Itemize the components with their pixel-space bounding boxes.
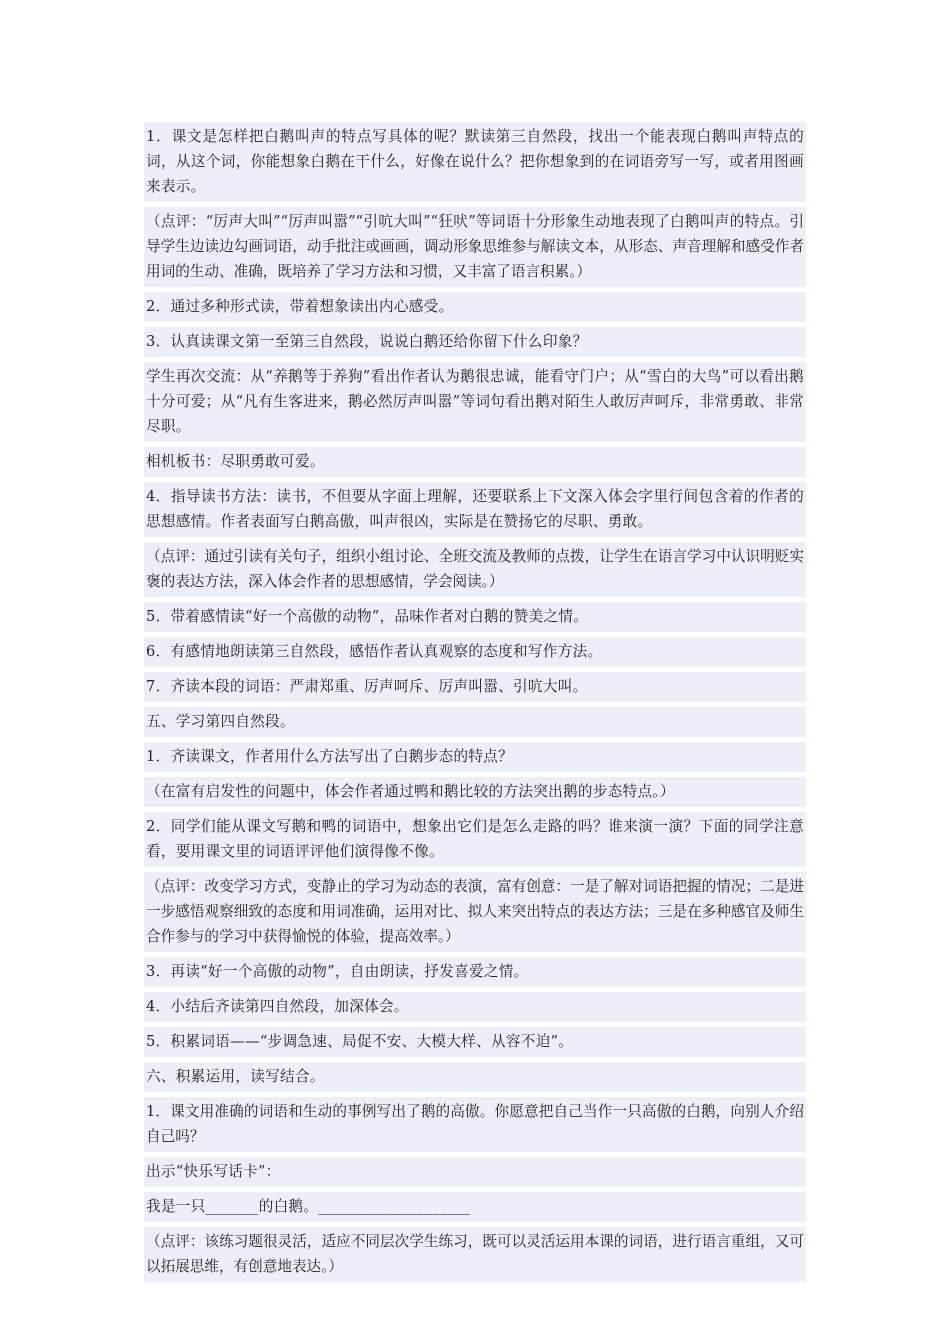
- comment-paragraph: （点评：“厉声大叫”“厉声叫嚣”“引吭大叫”“狂吠”等词语十分形象生动地表现了白鹅叫声的特点。引导学生边读边勾画词语，动手批注或画画，调动形象思维参与解读文本，从形态、声音理解和感受作者用词的生动、准确，既培养了学习方法和习惯，又丰富了语言积累。）: [144, 207, 806, 287]
- text-paragraph: 5．积累词语——“步调急速、局促不安、大模大样、从容不迫”。: [144, 1027, 806, 1057]
- text-paragraph: 3．再读“好一个高傲的动物”，自由朗读，抒发喜爱之情。: [144, 957, 806, 987]
- text-paragraph: 6．有感情地朗读第三自然段，感悟作者认真观察的态度和写作方法。: [144, 637, 806, 667]
- text-paragraph: （在富有启发性的问题中，体会作者通过鸭和鹅比较的方法突出鹅的步态特点。）: [144, 777, 806, 807]
- text-paragraph: 4．小结后齐读第四自然段，加深体会。: [144, 992, 806, 1022]
- comment-paragraph: （点评：改变学习方式，变静止的学习为动态的表演，富有创意：一是了解对词语把握的情况；二是进一步感悟观察细致的态度和用词准确，运用对比、拟人来突出特点的表达方法；三是在多种感官及师生合作参与的学习中获得愉悦的体验，提高效率。）: [144, 872, 806, 952]
- document-body: [144, 122, 806, 1282]
- text-paragraph: 5．带着感情读“好一个高傲的动物”，品味作者对白鹅的赞美之情。: [144, 602, 806, 632]
- comment-paragraph: （点评：通过引读有关句子，组织小组讨论、全班交流及教师的点拨，让学生在语言学习中认识明贬实褒的表达方法，深入体会作者的思想感情，学会阅读。）: [144, 542, 806, 597]
- text-paragraph: 学生再次交流：从“养鹅等于养狗”看出作者认为鹅很忠诚，能看守门户；从“雪白的大鸟”可以看出鹅十分可爱；从“凡有生客进来，鹅必然厉声叫嚣”等词句看出鹅对陌生人敢厉声呵斥，非常勇敢、非常尽职。: [144, 362, 806, 442]
- text-paragraph: 2．同学们能从课文写鹅和鸭的词语中，想象出它们是怎么走路的吗？谁来演一演？下面的同学注意看，要用课文里的词语评评他们演得像不像。: [144, 812, 806, 867]
- text-paragraph: 六、积累运用，读写结合。: [144, 1062, 806, 1092]
- text-paragraph: 我是一只_______的白鹅。____________________: [144, 1192, 806, 1222]
- text-paragraph: 2．通过多种形式读，带着想象读出内心感受。: [144, 292, 806, 322]
- text-paragraph: 五、学习第四自然段。: [144, 707, 806, 737]
- comment-paragraph: 1．课文用准确的词语和生动的事例写出了鹅的高傲。你愿意把自己当作一只高傲的白鹅，向别人介绍自己吗？: [144, 1097, 806, 1152]
- text-paragraph: 出示“快乐写话卡”：: [144, 1157, 806, 1187]
- text-paragraph: 1．齐读课文，作者用什么方法写出了白鹅步态的特点？: [144, 742, 806, 772]
- text-paragraph: 4．指导读书方法：读书，不但要从字面上理解，还要联系上下文深入体会字里行间包含着的作者的思想感情。作者表面写白鹅高傲，叫声很凶，实际是在赞扬它的尽职、勇敢。: [144, 482, 806, 537]
- text-paragraph: 7．齐读本段的词语：严肃郑重、厉声呵斥、厉声叫嚣、引吭大叫。: [144, 672, 806, 702]
- text-paragraph: 1．课文是怎样把白鹅叫声的特点写具体的呢？默读第三自然段，找出一个能表现白鹅叫声特点的词，从这个词，你能想象白鹅在干什么，好像在说什么？把你想象到的在词语旁写一写，或者用图画来表示。: [144, 122, 806, 202]
- comment-paragraph: （点评：该练习题很灵活，适应不同层次学生练习，既可以灵活运用本课的词语，进行语言重组，又可以拓展思维，有创意地表达。）: [144, 1227, 806, 1282]
- text-paragraph: 3．认真读课文第一至第三自然段，说说白鹅还给你留下什么印象？: [144, 327, 806, 357]
- text-paragraph: 相机板书：尽职勇敢可爱。: [144, 447, 806, 477]
